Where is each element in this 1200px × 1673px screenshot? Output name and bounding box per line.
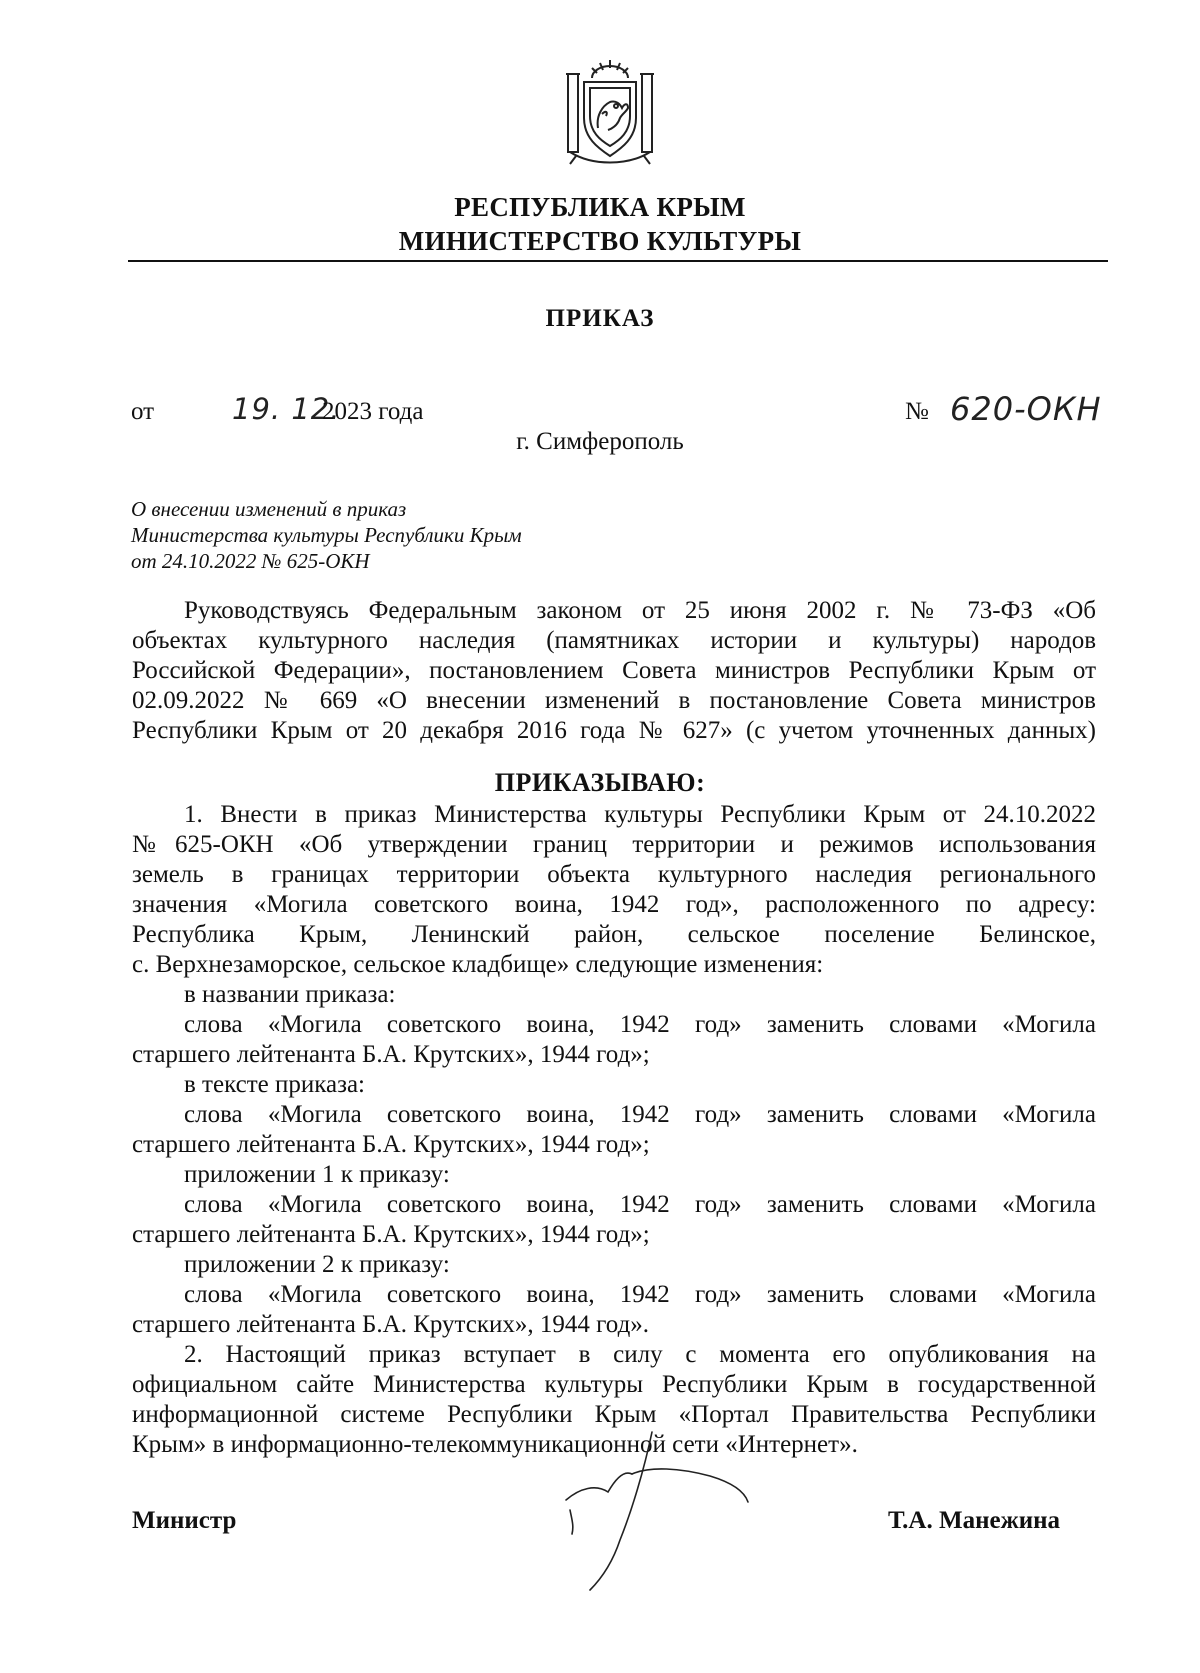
body-line: слова «Могила советского воина, 1942 год» заменить словами «Могила xyxy=(184,1281,1096,1308)
preamble-line: Российской Федерации», постановлением Совета министров Республики Крым от xyxy=(132,657,1096,684)
body-line: старшего лейтенанта Б.А. Крутских», 1944 год»; xyxy=(132,1041,650,1068)
date-year: 2023 года xyxy=(322,398,424,425)
order-directive: ПРИКАЗЫВАЮ: xyxy=(494,768,706,797)
preamble-line: Республики Крым от 20 декабря 2016 года № 627» (с учетом уточненных данных) xyxy=(132,717,1096,744)
body-line: информационной системе Республики Крым «Портал Правительства Республики xyxy=(132,1401,1096,1428)
body-line: земель в границах территории объекта культурного наследия регионального xyxy=(132,861,1096,888)
signatory-role: Министр xyxy=(132,1507,237,1534)
subject-line: от 24.10.2022 № 625-ОКН xyxy=(131,549,370,573)
ministry-title: МИНИСТЕРСТВО КУЛЬТУРЫ xyxy=(398,226,802,256)
crimea-coat-of-arms-icon xyxy=(562,56,658,168)
order-body xyxy=(132,800,1096,1460)
preamble-line: объектах культурного наследия (памятниках истории и культуры) народов xyxy=(132,627,1096,654)
body-line: слова «Могила советского воина, 1942 год» заменить словами «Могила xyxy=(184,1101,1096,1128)
body-line: слова «Могила советского воина, 1942 год» заменить словами «Могила xyxy=(184,1011,1096,1038)
subject-line: О внесении изменений в приказ xyxy=(131,497,407,521)
handwritten-date: 19. 12. xyxy=(232,392,341,426)
date-prefix: от xyxy=(131,398,155,425)
body-line: №625-ОКН «Об утверждении границ территории и режимов использования xyxy=(132,831,1096,858)
header-divider xyxy=(128,260,1108,262)
body-line: с. Верхнезаморское, сельское кладбище» следующие изменения: xyxy=(132,951,824,978)
body-line: старшего лейтенанта Б.А. Крутских», 1944 год». xyxy=(132,1311,650,1338)
subject-line: Министерства культуры Республики Крым xyxy=(131,523,522,547)
order-subject xyxy=(131,496,522,574)
handwritten-signature xyxy=(560,1430,760,1600)
body-line: слова «Могила советского воина, 1942 год» заменить словами «Могила xyxy=(184,1191,1096,1218)
body-line: официальном сайте Министерства культуры Республики Крым в государственной xyxy=(132,1371,1096,1398)
body-line: старшего лейтенанта Б.А. Крутских», 1944 год»; xyxy=(132,1131,650,1158)
document-type: ПРИКАЗ xyxy=(545,305,655,332)
preamble-line: Руководствуясь Федеральным законом от 25 июня 2002 г. № 73-ФЗ «Об xyxy=(184,597,1096,624)
preamble-line: 02.09.2022 № 669 «О внесении изменений в постановление Совета министров xyxy=(132,687,1096,714)
body-line: приложении 1 к приказу: xyxy=(184,1161,450,1188)
body-line: в названии приказа: xyxy=(184,981,396,1008)
body-line: 1. Внести в приказ Министерства культуры Республики Крым от 24.10.2022 xyxy=(184,801,1096,828)
signatory-name: Т.А. Манежина xyxy=(888,1507,1061,1534)
preamble xyxy=(132,596,1096,746)
handwritten-number: 620-ОКН xyxy=(950,390,1102,428)
body-line: старшего лейтенанта Б.А. Крутских», 1944 год»; xyxy=(132,1221,650,1248)
body-line: в тексте приказа: xyxy=(184,1071,366,1098)
body-line: Республика Крым, Ленинский район, сельское поселение Белинское, xyxy=(132,921,1096,948)
region-title: РЕСПУБЛИКА КРЫМ xyxy=(454,192,746,222)
body-line: значения «Могила советского воина, 1942 год», расположенного по адресу: xyxy=(132,891,1096,918)
city: г. Симферополь xyxy=(516,428,684,455)
body-line: приложении 2 к приказу: xyxy=(184,1251,450,1278)
body-line: 2. Настоящий приказ вступает в силу с момента его опубликования на xyxy=(184,1341,1096,1368)
number-sign: № xyxy=(905,398,929,425)
body-line: Крым» в информационно-телекоммуникационной сети «Интернет». xyxy=(132,1431,858,1458)
